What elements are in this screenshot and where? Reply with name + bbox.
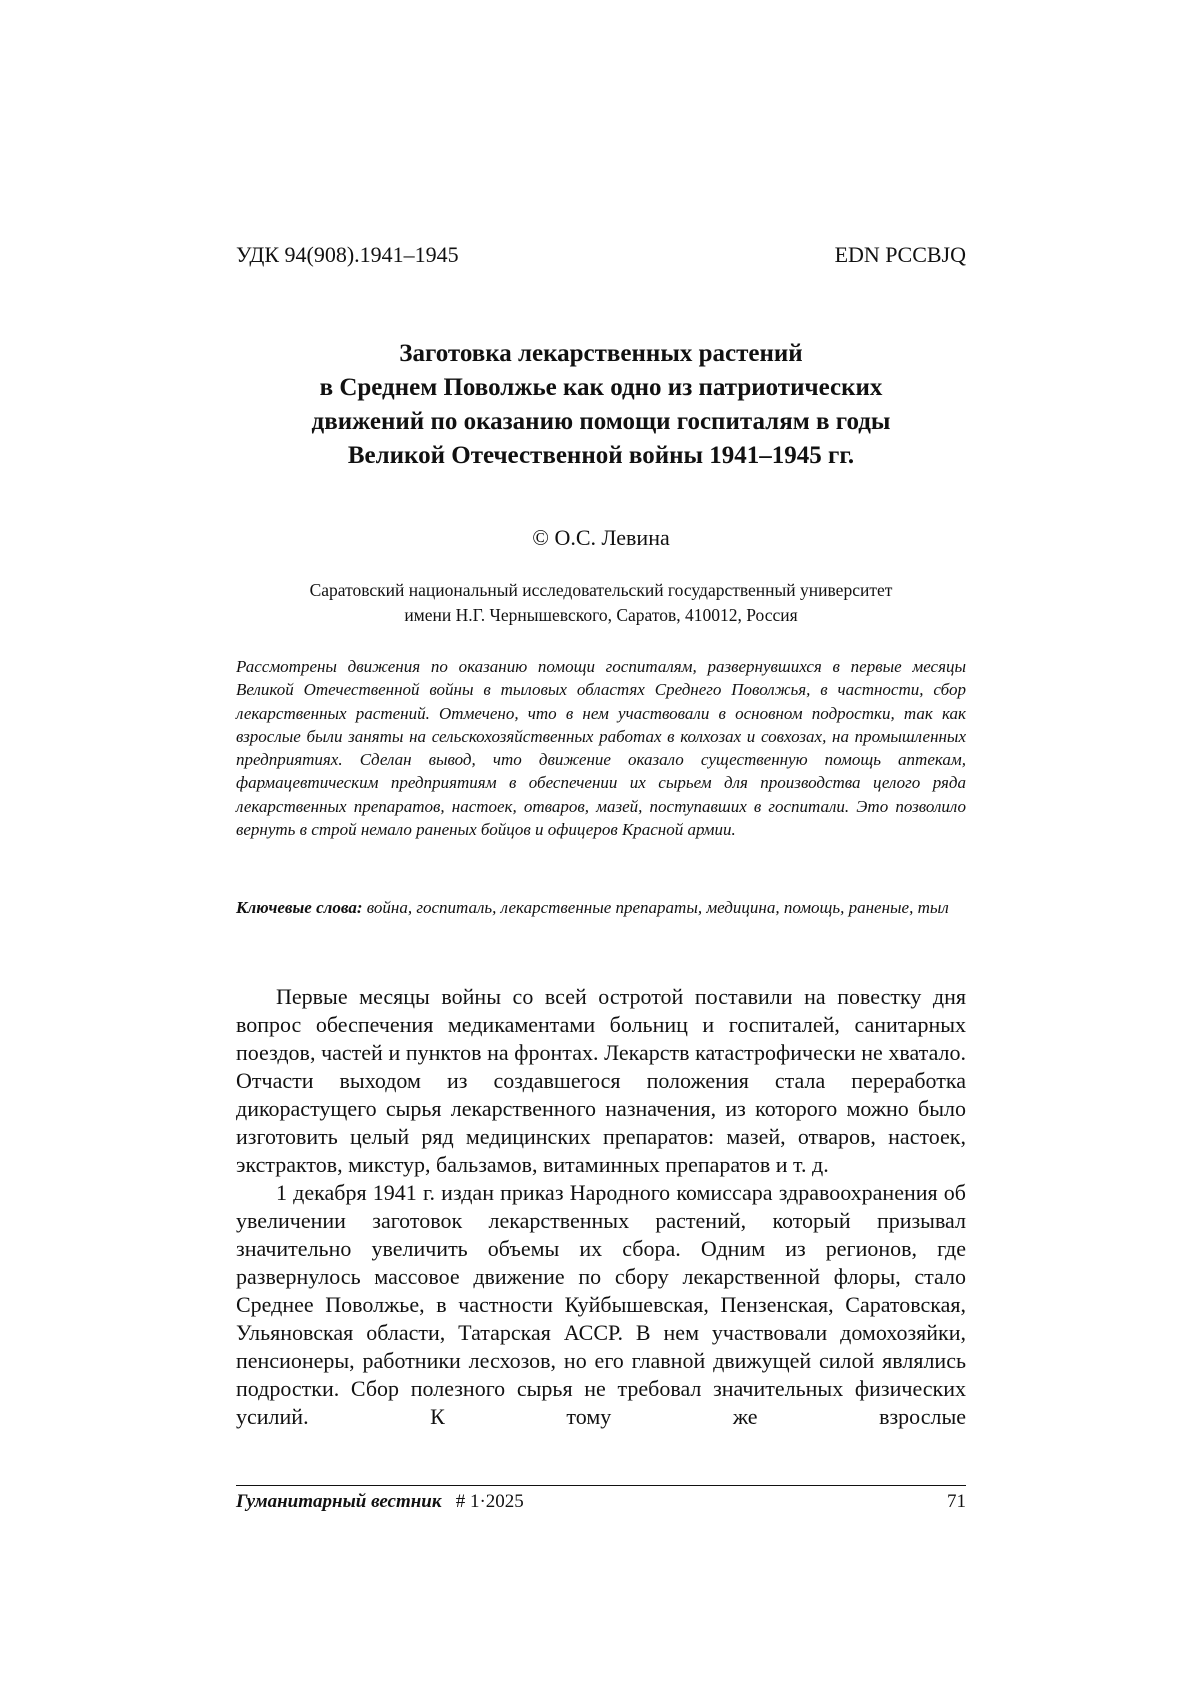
page-number: 71 bbox=[947, 1491, 966, 1512]
author-affiliation bbox=[236, 578, 966, 628]
udk-code: УДК 94(908).1941–1945 bbox=[236, 242, 459, 267]
keywords-label: Ключевые слова: bbox=[236, 898, 363, 917]
title-line: в Среднем Поволжье как одно из патриотических bbox=[319, 374, 883, 401]
article-body bbox=[236, 983, 966, 1431]
keywords bbox=[236, 895, 966, 920]
body-paragraph: Первые месяцы войны со всей остротой поставили на повестку дня вопрос обеспечения медикаментами больниц и госпиталей, санитарных поездов, частей и пунктов на фронтах. Лекарств катастрофически не хватало. Отчасти выходом из создавшегося положения стала переработка дикорастущего сырья лекарственного назначения, из которого можно было изготовить целый ряд медицинских препаратов: мазей, отваров, настоек, экстрактов, микстур, бальзамов, витаминных препаратов и т. д. bbox=[236, 984, 966, 1177]
title-line: движений по оказанию помощи госпиталям в годы bbox=[311, 408, 891, 435]
affiliation-line: имени Н.Г. Чернышевского, Саратов, 410012, Россия bbox=[404, 605, 798, 625]
affiliation-line: Саратовский национальный исследовательский государственный университет bbox=[309, 580, 893, 600]
keywords-list: война, госпиталь, лекарственные препараты, медицина, помощь, раненые, тыл bbox=[366, 898, 949, 917]
journal-issue bbox=[236, 1490, 524, 1514]
title-line: Заготовка лекарственных растений bbox=[399, 340, 803, 367]
article-title bbox=[236, 337, 966, 473]
title-line: Великой Отечественной войны 1941–1945 гг. bbox=[347, 442, 855, 469]
body-paragraph: 1 декабря 1941 г. издан приказ Народного комиссара здравоохранения об увеличении заготовок лекарственных растений, который призывал значительно увеличить объемы их сбора. Одним из регионов, где развернулось массовое движение по сбору лекарственной флоры, стало Среднее Поволжье, в частности Куйбышевская, Пензенская, Саратовская, Ульяновская области, Татарская АССР. В нем участвовали домохозяйки, пенсионеры, работники лесхозов, но его главной движущей силой являлись подростки. Сбор полезного сырья не требовал значительных физических усилий. К тому же взрослые bbox=[236, 1180, 966, 1429]
author-name: © О.С. Левина bbox=[532, 525, 670, 550]
journal-name: Гуманитарный вестник bbox=[236, 1491, 442, 1512]
page-footer bbox=[236, 1490, 966, 1514]
abstract: Рассмотрены движения по оказанию помощи госпиталям, развернувшихся в первые месяцы Великой Отечественной войны в тыловых областях Среднего Поволжья, в частности, сбор лекарственных растений. Отмечено, что в нем участвовали в основном подростки, так как взрослые были заняты на сельскохозяйственных работах в колхозах и совхозах, на промышленных предприятиях. Сделан вывод, что движение оказало существенную помощь аптекам, фармацевтическим предприятиям в обеспечении их сырьем для производства целого ряда лекарственных препаратов, настоек, отваров, мазей, поступавших в госпитали. Это позволило вернуть в строй немало раненых бойцов и офицеров Красной армии. bbox=[236, 657, 966, 840]
footer-divider bbox=[236, 1485, 966, 1486]
issue-number: # 1·2025 bbox=[455, 1491, 524, 1512]
article-header bbox=[236, 242, 966, 268]
edn-code: EDN PCCBJQ bbox=[834, 242, 966, 267]
